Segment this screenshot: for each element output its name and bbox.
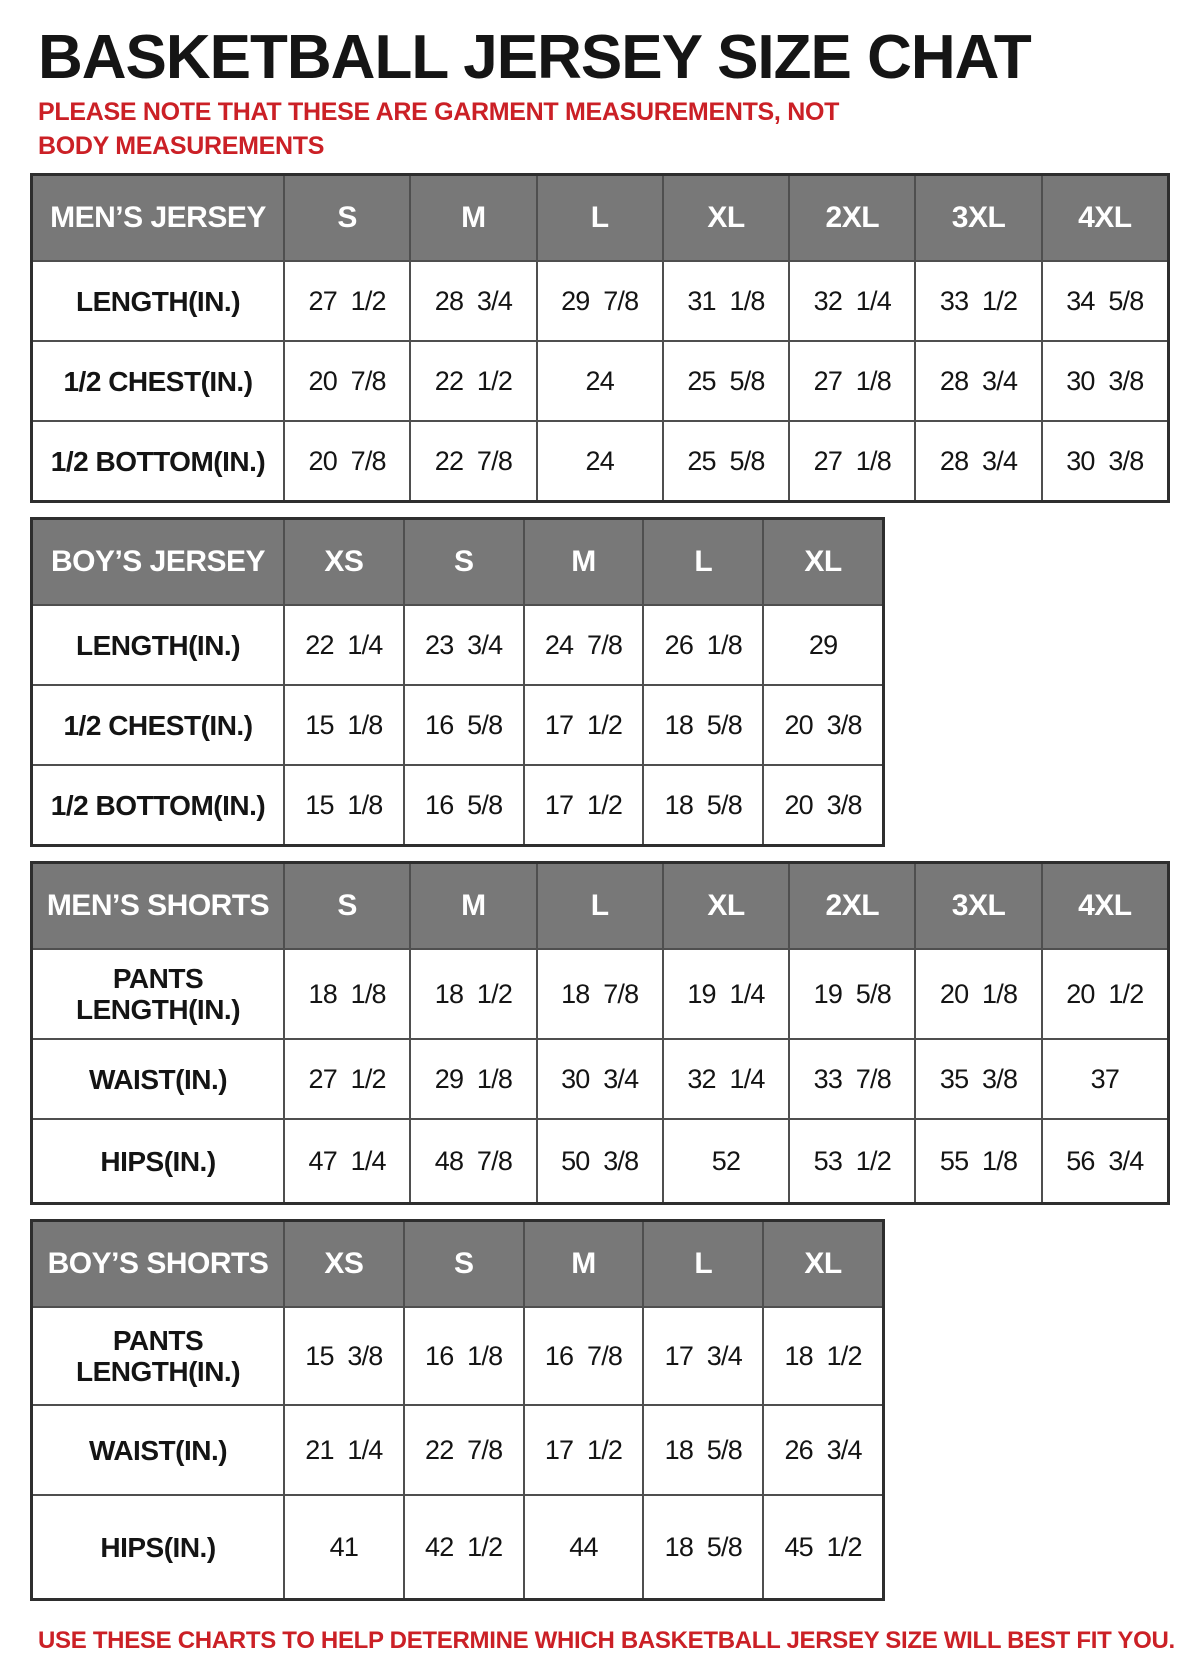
value-cell: 27 1/2 (285, 262, 409, 340)
value-cell: 53 1/2 (790, 1120, 914, 1202)
value-cell: 15 3/8 (285, 1308, 403, 1404)
size-table-boys-jersey (30, 517, 885, 847)
value-cell: 25 5/8 (664, 342, 788, 420)
row-label-cell: WAIST(IN.) (33, 1406, 283, 1494)
row-label-cell: 1/2 BOTTOM(IN.) (33, 422, 283, 500)
row-label-cell: LENGTH(IN.) (33, 606, 283, 684)
value-cell: 44 (525, 1496, 643, 1598)
row-label-cell: WAIST(IN.) (33, 1040, 283, 1118)
table-title-cell-mens-jersey: MEN’S JERSEY (33, 176, 283, 260)
size-header-cell-4xl: 4XL (1043, 864, 1167, 948)
value-cell: 45 1/2 (764, 1496, 882, 1598)
value-cell: 16 5/8 (405, 766, 523, 844)
value-cell: 22 1/2 (411, 342, 535, 420)
value-cell: 50 3/8 (538, 1120, 662, 1202)
value-cell: 24 (538, 422, 662, 500)
value-cell: 32 1/4 (790, 262, 914, 340)
value-cell: 17 1/2 (525, 766, 643, 844)
table-title-cell-mens-shorts: MEN’S SHORTS (33, 864, 283, 948)
row-label-cell: 1/2 CHEST(IN.) (33, 686, 283, 764)
value-cell: 22 1/4 (285, 606, 403, 684)
value-cell: 25 5/8 (664, 422, 788, 500)
value-cell: 22 7/8 (405, 1406, 523, 1494)
size-header-cell-xl: XL (764, 1222, 882, 1306)
size-header-cell-2xl: 2XL (790, 176, 914, 260)
value-cell: 18 5/8 (644, 766, 762, 844)
size-header-cell-m: M (525, 1222, 643, 1306)
size-header-cell-s: S (405, 520, 523, 604)
value-cell: 41 (285, 1496, 403, 1598)
value-cell: 33 7/8 (790, 1040, 914, 1118)
row-label-cell: LENGTH(IN.) (33, 262, 283, 340)
value-cell: 15 1/8 (285, 686, 403, 764)
row-label-cell: HIPS(IN.) (33, 1120, 283, 1202)
size-header-cell-s: S (285, 864, 409, 948)
value-cell: 20 7/8 (285, 342, 409, 420)
value-cell: 20 3/8 (764, 686, 882, 764)
value-cell: 18 5/8 (644, 1496, 762, 1598)
value-cell: 20 1/2 (1043, 950, 1167, 1038)
value-cell: 29 7/8 (538, 262, 662, 340)
value-cell: 20 1/8 (916, 950, 1040, 1038)
value-cell: 17 1/2 (525, 686, 643, 764)
size-header-cell-m: M (411, 864, 535, 948)
value-cell: 18 1/2 (764, 1308, 882, 1404)
size-header-cell-m: M (525, 520, 643, 604)
value-cell: 18 1/2 (411, 950, 535, 1038)
value-cell: 29 1/8 (411, 1040, 535, 1118)
value-cell: 27 1/2 (285, 1040, 409, 1118)
value-cell: 31 1/8 (664, 262, 788, 340)
value-cell: 37 (1043, 1040, 1167, 1118)
page-title: BASKETBALL JERSEY SIZE CHAT (38, 23, 1031, 92)
value-cell: 23 3/4 (405, 606, 523, 684)
size-header-cell-l: L (538, 176, 662, 260)
value-cell: 52 (664, 1120, 788, 1202)
value-cell: 19 1/4 (664, 950, 788, 1038)
size-tables-container (30, 173, 1200, 1601)
value-cell: 17 1/2 (525, 1406, 643, 1494)
value-cell: 48 7/8 (411, 1120, 535, 1202)
value-cell: 33 1/2 (916, 262, 1040, 340)
value-cell: 18 5/8 (644, 1406, 762, 1494)
value-cell: 18 7/8 (538, 950, 662, 1038)
value-cell: 56 3/4 (1043, 1120, 1167, 1202)
size-header-cell-s: S (405, 1222, 523, 1306)
value-cell: 18 1/8 (285, 950, 409, 1038)
size-header-cell-xs: XS (285, 1222, 403, 1306)
value-cell: 30 3/8 (1043, 342, 1167, 420)
value-cell: 16 7/8 (525, 1308, 643, 1404)
value-cell: 27 1/8 (790, 342, 914, 420)
size-table-boys-shorts (30, 1219, 885, 1601)
value-cell: 17 3/4 (644, 1308, 762, 1404)
value-cell: 22 7/8 (411, 422, 535, 500)
row-label-cell: PANTS LENGTH(IN.) (33, 1308, 283, 1404)
value-cell: 16 1/8 (405, 1308, 523, 1404)
value-cell: 21 1/4 (285, 1406, 403, 1494)
size-header-cell-xl: XL (664, 176, 788, 260)
size-header-cell-3xl: 3XL (916, 864, 1040, 948)
size-header-cell-l: L (644, 520, 762, 604)
size-header-cell-m: M (411, 176, 535, 260)
value-cell: 34 5/8 (1043, 262, 1167, 340)
value-cell: 47 1/4 (285, 1120, 409, 1202)
value-cell: 30 3/8 (1043, 422, 1167, 500)
table-title-cell-boys-shorts: BOY’S SHORTS (33, 1222, 283, 1306)
value-cell: 27 1/8 (790, 422, 914, 500)
size-header-cell-2xl: 2XL (790, 864, 914, 948)
garment-measurement-note: PLEASE NOTE THAT THESE ARE GARMENT MEASUREMENTS, NOT BODY MEASUREMENTS (38, 98, 840, 160)
value-cell: 28 3/4 (916, 422, 1040, 500)
value-cell: 15 1/8 (285, 766, 403, 844)
row-label-cell: HIPS(IN.) (33, 1496, 283, 1598)
value-cell: 16 5/8 (405, 686, 523, 764)
size-table-mens-shorts (30, 861, 1170, 1205)
row-label-cell: PANTS LENGTH(IN.) (33, 950, 283, 1038)
value-cell: 18 5/8 (644, 686, 762, 764)
value-cell: 28 3/4 (411, 262, 535, 340)
size-header-cell-l: L (644, 1222, 762, 1306)
value-cell: 26 3/4 (764, 1406, 882, 1494)
value-cell: 32 1/4 (664, 1040, 788, 1118)
row-label-cell: 1/2 BOTTOM(IN.) (33, 766, 283, 844)
value-cell: 42 1/2 (405, 1496, 523, 1598)
size-header-cell-s: S (285, 176, 409, 260)
value-cell: 30 3/4 (538, 1040, 662, 1118)
value-cell: 28 3/4 (916, 342, 1040, 420)
value-cell: 29 (764, 606, 882, 684)
value-cell: 35 3/8 (916, 1040, 1040, 1118)
value-cell: 20 3/8 (764, 766, 882, 844)
size-header-cell-xs: XS (285, 520, 403, 604)
value-cell: 26 1/8 (644, 606, 762, 684)
value-cell: 24 (538, 342, 662, 420)
size-header-cell-l: L (538, 864, 662, 948)
size-table-mens-jersey (30, 173, 1170, 503)
size-header-cell-4xl: 4XL (1043, 176, 1167, 260)
value-cell: 19 5/8 (790, 950, 914, 1038)
table-title-cell-boys-jersey: BOY’S JERSEY (33, 520, 283, 604)
footer-note: USE THESE CHARTS TO HELP DETERMINE WHICH BASKETBALL JERSEY SIZE WILL BEST FIT YOU. (38, 1627, 1175, 1655)
value-cell: 24 7/8 (525, 606, 643, 684)
size-header-cell-3xl: 3XL (916, 176, 1040, 260)
size-header-cell-xl: XL (664, 864, 788, 948)
value-cell: 55 1/8 (916, 1120, 1040, 1202)
row-label-cell: 1/2 CHEST(IN.) (33, 342, 283, 420)
size-header-cell-xl: XL (764, 520, 882, 604)
value-cell: 20 7/8 (285, 422, 409, 500)
